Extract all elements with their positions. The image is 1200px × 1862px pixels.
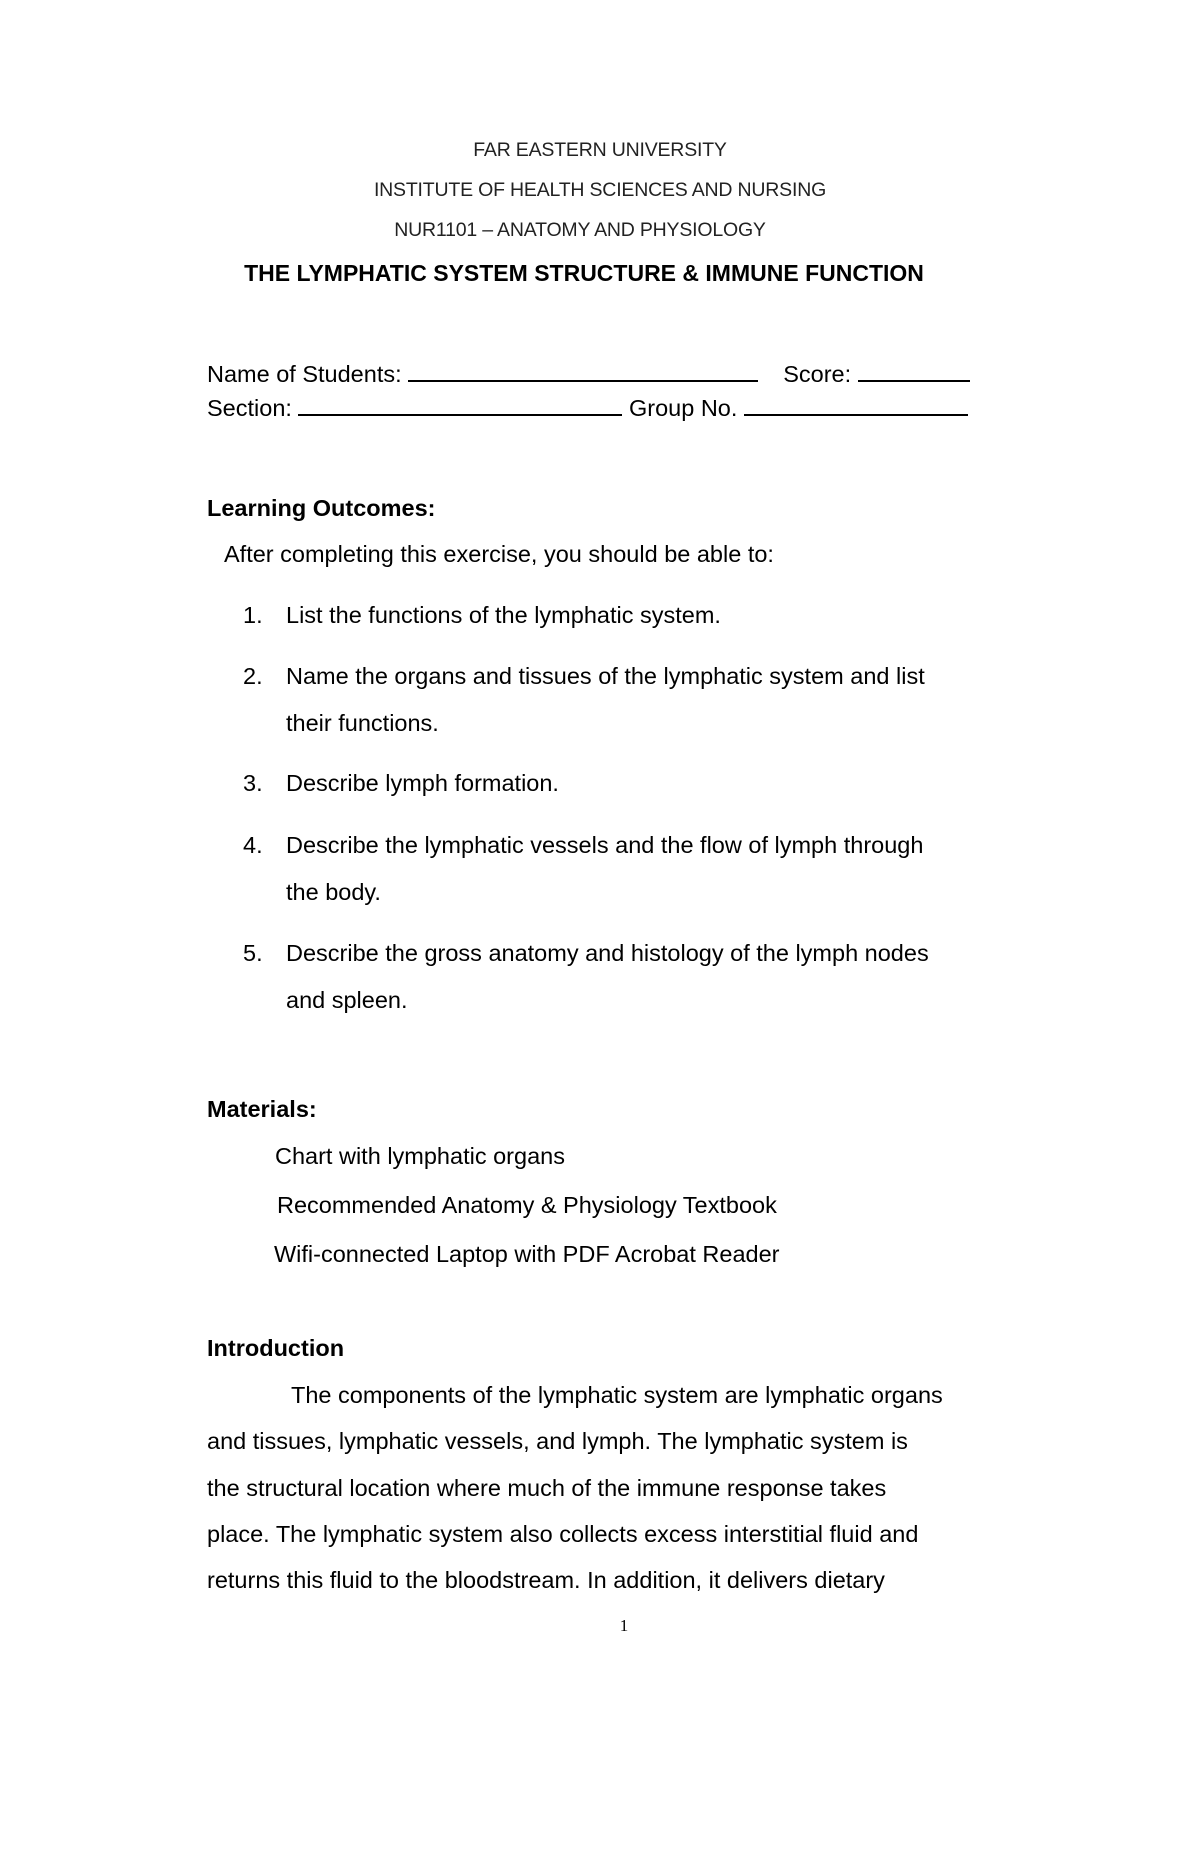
outcome-text: Name the organs and tissues of the lymphatic system and list [286, 663, 925, 689]
page-number: 1 [619, 1616, 629, 1635]
introduction-heading: Introduction [207, 1335, 345, 1361]
outcome-text: the body. [286, 879, 381, 905]
document-title: THE LYMPHATIC SYSTEM STRUCTURE & IMMUNE FUNCTION [244, 260, 924, 286]
name-label: Name of Students: [207, 361, 402, 387]
section-blank[interactable] [298, 394, 622, 416]
materials-item: Chart with lymphatic organs [275, 1143, 565, 1169]
outcome-text: Describe lymph formation. [286, 770, 559, 796]
outcome-text: Describe the lymphatic vessels and the flow of lymph through [286, 832, 924, 858]
introduction-line: returns this fluid to the bloodstream. In addition, it delivers dietary [207, 1567, 885, 1593]
outcome-text: Describe the gross anatomy and histology of the lymph nodes [286, 940, 929, 966]
introduction-line: and tissues, lymphatic vessels, and lymph. The lymphatic system is [207, 1428, 908, 1454]
learning-outcomes-intro: After completing this exercise, you should be able to: [224, 541, 774, 567]
introduction-line: The components of the lymphatic system are lymphatic organs [291, 1382, 943, 1408]
outcome-text: their functions. [286, 710, 439, 736]
materials-heading: Materials: [207, 1096, 317, 1122]
section-label: Section: [207, 395, 292, 421]
score-blank[interactable] [858, 360, 970, 382]
score-label: Score: [783, 361, 852, 387]
outcome-number: 5. [243, 940, 263, 966]
name-blank[interactable] [408, 360, 758, 382]
outcome-number: 1. [243, 602, 263, 628]
learning-outcomes-heading: Learning Outcomes: [207, 495, 436, 521]
group-label: Group No. [628, 395, 738, 421]
outcome-text: and spleen. [286, 987, 408, 1013]
materials-item: Recommended Anatomy & Physiology Textbook [277, 1192, 777, 1218]
outcome-text: List the functions of the lymphatic system. [286, 602, 721, 628]
introduction-line: place. The lymphatic system also collects excess interstitial fluid and [207, 1521, 919, 1547]
name-score-row [207, 360, 970, 388]
materials-item: Wifi-connected Laptop with PDF Acrobat Reader [274, 1241, 780, 1267]
outcome-number: 2. [243, 663, 263, 689]
introduction-line: the structural location where much of the immune response takes [207, 1475, 887, 1501]
course-name: NUR1101 – ANATOMY AND PHYSIOLOGY [394, 219, 766, 241]
university-name: FAR EASTERN UNIVERSITY [473, 139, 727, 161]
outcome-number: 3. [243, 770, 263, 796]
outcome-number: 4. [243, 832, 263, 858]
group-blank[interactable] [744, 394, 968, 416]
institute-name: INSTITUTE OF HEALTH SCIENCES AND NURSING [373, 179, 827, 201]
section-group-row [207, 394, 968, 422]
